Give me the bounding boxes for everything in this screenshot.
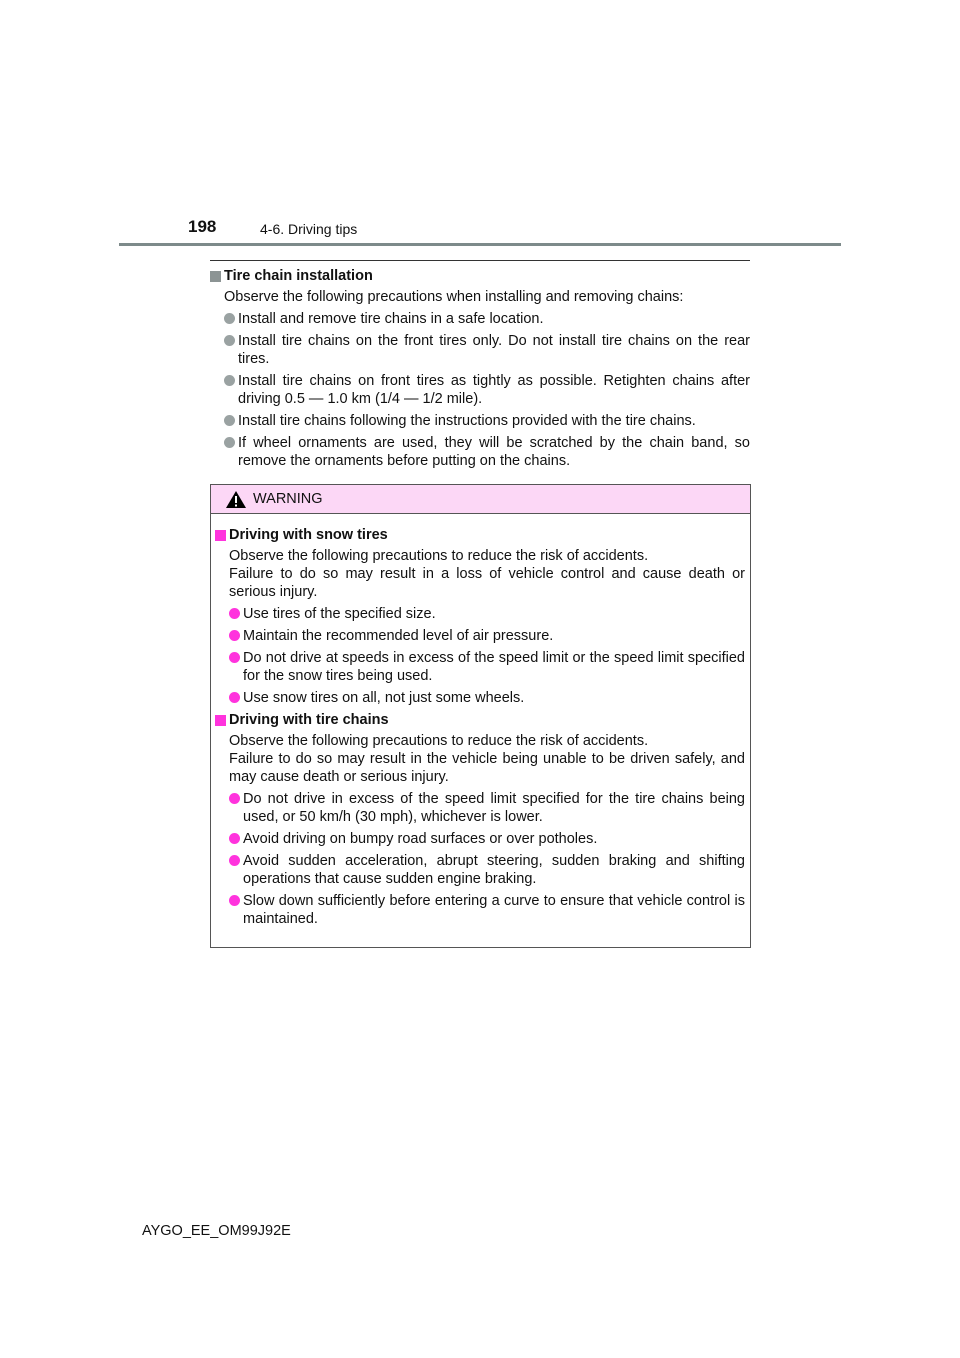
list-item <box>243 627 745 645</box>
bullet-icon <box>229 793 240 804</box>
warning-section-heading <box>215 711 745 729</box>
bullet-icon <box>229 855 240 866</box>
warning-section <box>215 711 745 928</box>
tire-chain-heading <box>210 267 750 285</box>
warning-box <box>210 484 751 948</box>
bullet-icon <box>229 630 240 641</box>
bullet-icon <box>224 335 235 346</box>
heading-text: Driving with snow tires <box>229 527 388 543</box>
list-item <box>238 412 750 430</box>
bullet-icon <box>224 313 235 324</box>
bullet-icon <box>224 437 235 448</box>
intro-text: Observe the following precautions to reduce the risk of accidents. <box>229 733 649 749</box>
item-text: Maintain the recommended level of air pressure. <box>243 628 554 644</box>
item-text: Use tires of the specified size. <box>243 606 436 622</box>
item-text: Install and remove tire chains in a safe location. <box>238 311 544 327</box>
list-item <box>243 830 745 848</box>
list-item <box>238 434 750 470</box>
list-item <box>243 790 745 826</box>
warning-section-heading <box>215 526 745 544</box>
warning-section <box>215 526 745 707</box>
list-item <box>243 852 745 888</box>
item-text: Avoid sudden acceleration, abrupt steering, sudden braking and shifting operations that cause sudden engine braking. <box>243 853 745 887</box>
tire-chain-section <box>210 267 750 470</box>
bullet-icon <box>229 692 240 703</box>
square-marker-icon <box>215 530 226 541</box>
item-text: If wheel ornaments are used, they will be scratched by the chain band, so remove the ornaments before putting on the chains. <box>238 435 750 469</box>
item-text: Do not drive in excess of the speed limit specified for the tire chains being used, or 50 km/h (30 mph), whichever is lower. <box>243 791 745 825</box>
header-rule <box>119 243 841 246</box>
list-item <box>243 649 745 685</box>
bullet-icon <box>224 375 235 386</box>
intro-text-2: Failure to do so may result in the vehicle being unable to be driven safely, and may cause death or serious injury. <box>229 751 745 785</box>
doc-code: AYGO_EE_OM99J92E <box>142 1223 291 1239</box>
item-text: Do not drive at speeds in excess of the speed limit or the speed limit specified for the snow tires being used. <box>243 650 745 684</box>
item-text: Install tire chains following the instructions provided with the tire chains. <box>238 413 696 429</box>
list-item <box>243 892 745 928</box>
bullet-icon <box>229 895 240 906</box>
bullet-icon <box>229 833 240 844</box>
list-item <box>238 372 750 408</box>
heading-text: Driving with tire chains <box>229 712 389 728</box>
intro-text: Observe the following precautions to reduce the risk of accidents. <box>229 548 649 564</box>
page-number: 198 <box>188 217 217 236</box>
warning-label: WARNING <box>253 491 323 507</box>
bullet-icon <box>229 608 240 619</box>
list-item <box>243 689 745 707</box>
bullet-icon <box>229 652 240 663</box>
intro-text-2: Failure to do so may result in a loss of vehicle control and cause death or serious injury. <box>229 566 745 600</box>
intro-text: Observe the following precautions when installing and removing chains: <box>224 289 684 305</box>
square-marker-icon <box>215 715 226 726</box>
list-item <box>238 310 750 328</box>
item-text: Avoid driving on bumpy road surfaces or over potholes. <box>243 831 598 847</box>
warning-header <box>211 485 750 514</box>
section-divider <box>210 260 750 261</box>
section-title: 4-6. Driving tips <box>260 221 358 237</box>
warning-triangle-icon <box>225 490 247 509</box>
list-item <box>238 332 750 368</box>
heading-text: Tire chain installation <box>224 268 373 284</box>
square-marker-icon <box>210 271 221 282</box>
bullet-icon <box>224 415 235 426</box>
item-text: Install tire chains on front tires as tightly as possible. Retighten chains after driving 0.5 — 1.0 km (1/4 — 1/2 mile). <box>238 373 750 407</box>
item-text: Use snow tires on all, not just some wheels. <box>243 690 525 706</box>
list-item <box>243 605 745 623</box>
item-text: Install tire chains on the front tires only. Do not install tire chains on the rear tires. <box>238 333 750 367</box>
item-text: Slow down sufficiently before entering a curve to ensure that vehicle control is maintained. <box>243 893 745 927</box>
